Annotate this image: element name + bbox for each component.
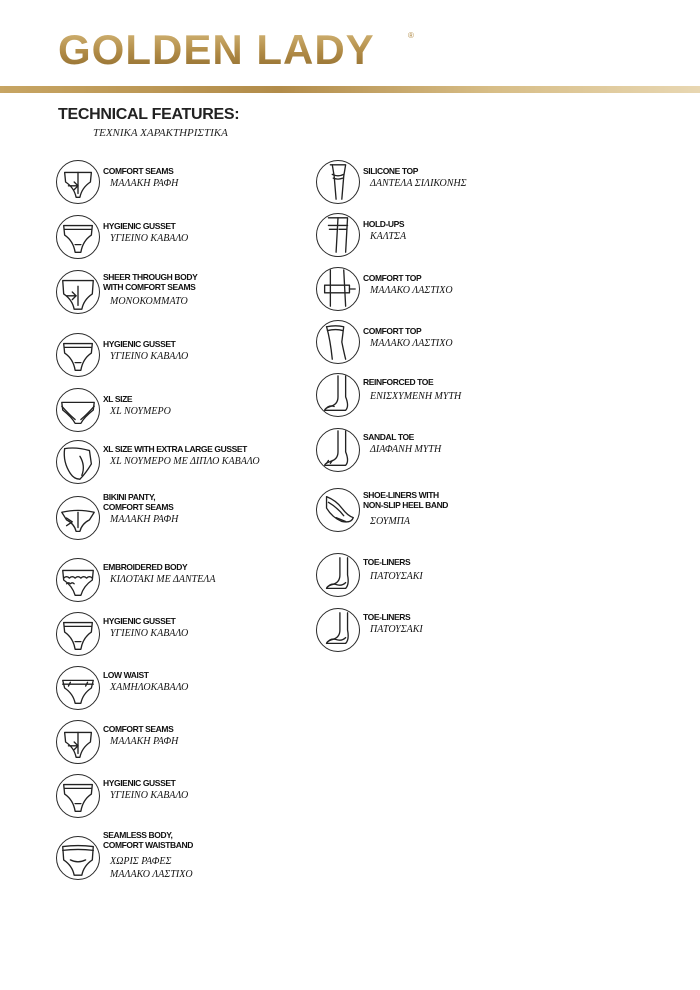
reinforced-toe-icon (316, 373, 360, 417)
feature-label: SHEER THROUGH BODY (103, 272, 198, 282)
feature-greek-label: ΥΓΙΕΙΝΟ ΚΑΒΑΛΟ (110, 233, 189, 244)
feature-item (316, 320, 646, 376)
registered-mark: ® (408, 31, 414, 40)
feature-greek-label: ΠΑΤΟΥΣΑΚΙ (370, 624, 423, 635)
bikini-panty-icon (56, 496, 100, 540)
feature-greek-label: ΧΑΜΗΛΟΚΑΒΑΛΟ (110, 682, 189, 693)
feature-item (316, 488, 646, 544)
feature-greek-label: XL ΝΟΥΜΕΡΟ ΜΕ ΔΙΠΛΟ ΚΑΒΑΛΟ (110, 456, 260, 467)
feature-item (316, 213, 646, 269)
feature-label: HYGIENIC GUSSET (103, 616, 176, 626)
feature-greek-label: ΥΓΙΕΙΝΟ ΚΑΒΑΛΟ (110, 790, 189, 801)
feature-greek-label: ΔΑΝΤΕΛΑ ΣΙΛΙΚΟΝΗΣ (370, 178, 467, 189)
briefs-seam-icon (56, 720, 100, 764)
feature-greek-label: ΜΑΛΑΚΟ ΛΑΣΤΙΧΟ (370, 285, 453, 296)
toe-liner-icon (316, 608, 360, 652)
feature-label: HOLD-UPS (363, 219, 405, 229)
feature-label: WITH COMFORT SEAMS (103, 282, 196, 292)
feature-label: BIKINI PANTY, (103, 492, 156, 502)
feature-item (56, 666, 386, 722)
briefs-seam-icon (56, 160, 100, 204)
feature-greek-label: ΥΓΙΕΙΝΟ ΚΑΒΑΛΟ (110, 628, 189, 639)
toe-liner-icon (316, 553, 360, 597)
feature-label: COMFORT TOP (363, 326, 422, 336)
feature-greek-label: ΥΓΙΕΙΝΟ ΚΑΒΑΛΟ (110, 351, 189, 362)
feature-greek-label: ΜΑΛΑΚΗ ΡΑΦΗ (110, 178, 179, 189)
section-subtitle: ΤΕΧΝΙΚΑ ΧΑΡΑΚΤΗΡΙΣΤΙΚΑ (93, 127, 228, 139)
feature-item (316, 373, 646, 429)
comfort-top-band-icon (316, 267, 360, 311)
feature-greek-label: ΔΙΑΦΑΝΗ ΜΥΤΗ (370, 444, 442, 455)
feature-label: HYGIENIC GUSSET (103, 339, 176, 349)
feature-label: NON-SLIP HEEL BAND (363, 500, 449, 510)
xl-gusset-icon (56, 440, 100, 484)
brand-logo: GOLDEN LADY (58, 26, 375, 73)
shoe-liner-icon (316, 488, 360, 532)
feature-label: TOE-LINERS (363, 557, 411, 567)
feature-greek-label: ΜΑΛΑΚΟ ΛΑΣΤΙΧΟ (370, 338, 453, 349)
feature-greek-label: ΠΑΤΟΥΣΑΚΙ (370, 571, 423, 582)
sheer-body-icon (56, 270, 100, 314)
sandal-toe-icon (316, 428, 360, 472)
feature-label: COMFORT SEAMS (103, 502, 174, 512)
briefs-gusset-icon (56, 774, 100, 818)
briefs-gusset-icon (56, 215, 100, 259)
feature-label: TOE-LINERS (363, 612, 411, 622)
feature-greek-label: ΜΑΛΑΚΗ ΡΑΦΗ (110, 736, 179, 747)
feature-label: LOW WAIST (103, 670, 149, 680)
feature-item (56, 774, 386, 830)
feature-label: SANDAL TOE (363, 432, 414, 442)
feature-label: HYGIENIC GUSSET (103, 221, 176, 231)
feature-item (316, 608, 646, 664)
feature-item (316, 553, 646, 609)
comfort-top-leg-icon (316, 320, 360, 364)
feature-label: EMBROIDERED BODY (103, 562, 188, 572)
hold-ups-icon (316, 213, 360, 257)
feature-label: COMFORT SEAMS (103, 724, 174, 734)
feature-greek-label: ΚΑΛΤΣΑ (370, 231, 407, 242)
feature-label: SILICONE TOP (363, 166, 419, 176)
briefs-gusset-icon (56, 333, 100, 377)
feature-label: COMFORT WAISTBAND (103, 840, 193, 850)
section-title: TECHNICAL FEATURES: (58, 106, 240, 123)
feature-greek-label: ΜΑΛΑΚΟ ΛΑΣΤΙΧΟ (110, 869, 193, 880)
feature-item (316, 428, 646, 484)
feature-item (56, 720, 386, 776)
feature-label: XL SIZE (103, 394, 133, 404)
gold-divider (0, 86, 700, 93)
feature-greek-label: XL ΝΟΥΜΕΡΟ (110, 406, 171, 417)
feature-greek-label: ΧΩΡΙΣ ΡΑΦΕΣ (110, 856, 172, 867)
feature-label: SEAMLESS BODY, (103, 830, 173, 840)
feature-label: SHOE-LINERS WITH (363, 490, 439, 500)
feature-greek-label: ΜΑΛΑΚΗ ΡΑΦΗ (110, 514, 179, 525)
xl-briefs-icon (56, 388, 100, 432)
feature-label: XL SIZE WITH EXTRA LARGE GUSSET (103, 444, 247, 454)
low-waist-icon (56, 666, 100, 710)
feature-label: COMFORT SEAMS (103, 166, 174, 176)
seamless-body-icon (56, 836, 100, 880)
feature-greek-label: ΚΙΛΟΤΑΚΙ ΜΕ ΔΑΝΤΕΛΑ (110, 574, 216, 585)
silicone-top-icon (316, 160, 360, 204)
feature-label: REINFORCED TOE (363, 377, 434, 387)
feature-label: COMFORT TOP (363, 273, 422, 283)
feature-item (56, 830, 386, 892)
feature-label: HYGIENIC GUSSET (103, 778, 176, 788)
feature-item (316, 160, 646, 216)
feature-item (316, 267, 646, 323)
feature-greek-label: ΕΝΙΣΧΥΜΕΝΗ ΜΥΤΗ (370, 391, 462, 402)
briefs-gusset-icon (56, 612, 100, 656)
feature-greek-label: ΣΟΥΜΠΑ (370, 516, 410, 527)
feature-greek-label: ΜΟΝΟΚΟΜΜΑΤΟ (110, 296, 188, 307)
embroidered-body-icon (56, 558, 100, 602)
